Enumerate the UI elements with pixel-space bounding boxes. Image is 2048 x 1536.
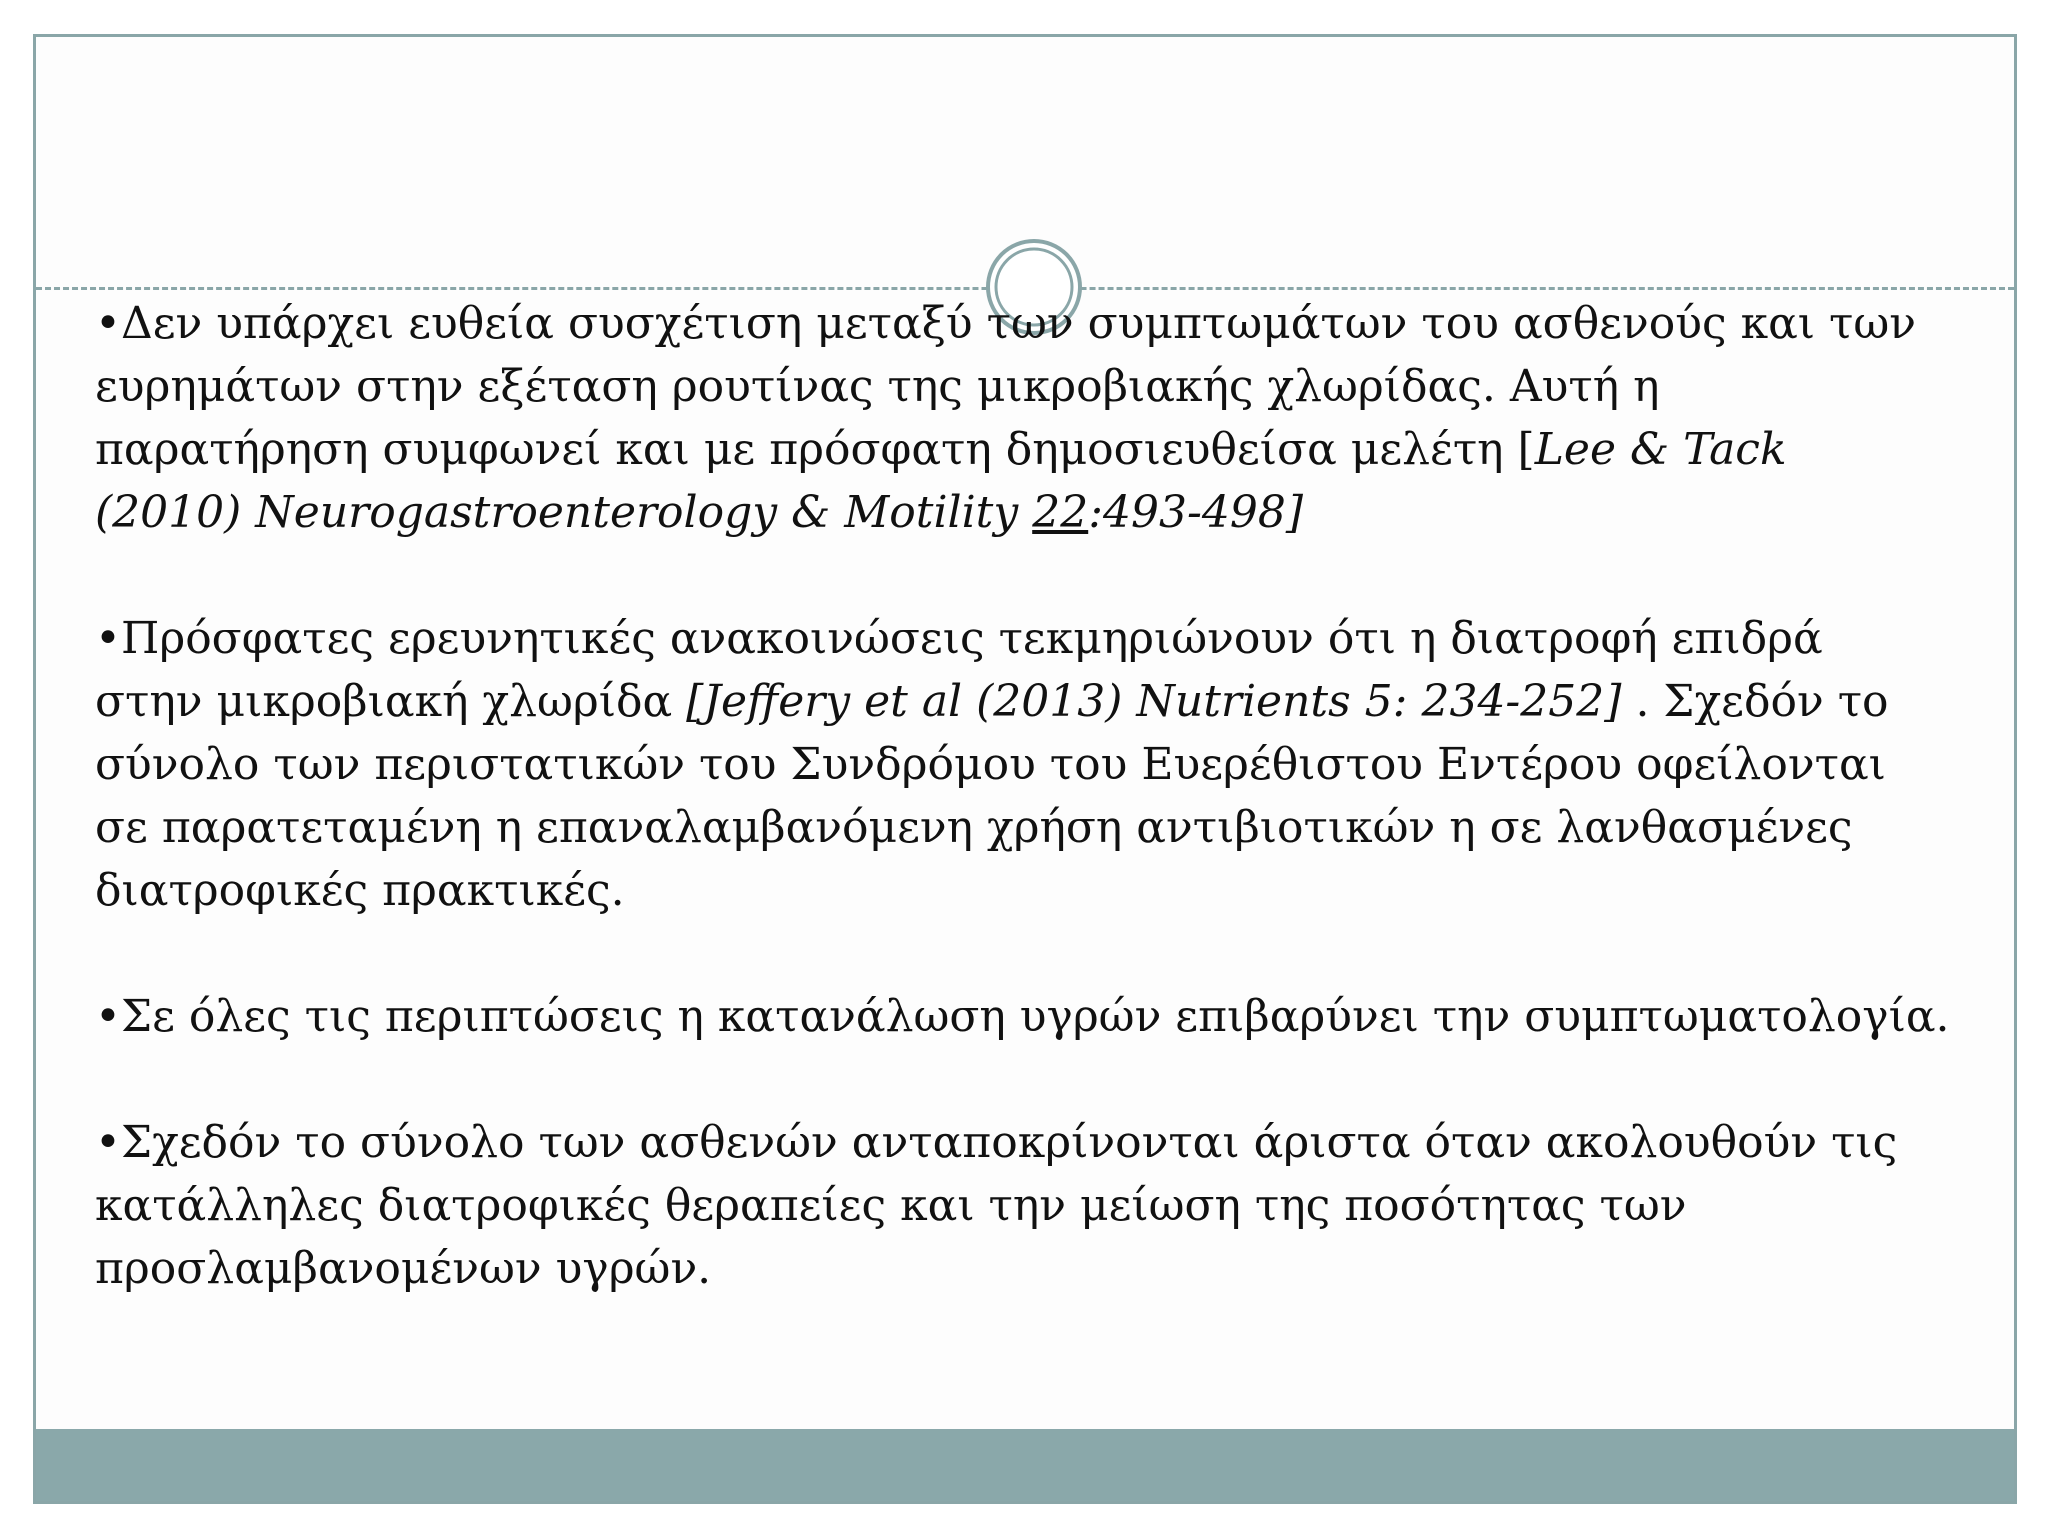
paragraph-1 bbox=[95, 292, 1995, 544]
citation-lee-tack-volume: 22 bbox=[1032, 487, 1089, 538]
citation-lee-tack-pages: :493-498] bbox=[1088, 487, 1304, 538]
paragraph-1-line-1: •Δεν υπάρχει ευθεία συσχέτιση μεταξύ των συμπτωμάτων του ασθενούς και των bbox=[95, 298, 1917, 349]
paragraph-2-line-2-pre: στην μικροβιακή χλωρίδα bbox=[95, 676, 687, 727]
slide bbox=[33, 34, 2017, 1504]
paragraph-4-line-3: προσλαμβανομένων υγρών. bbox=[95, 1243, 712, 1294]
citation-lee-tack-authors: Lee & Tack bbox=[1534, 424, 1787, 475]
footer-band bbox=[36, 1429, 2014, 1501]
paragraph-1-line-2: ευρημάτων στην εξέταση ρουτίνας της μικροβιακής χλωρίδας. Αυτή η bbox=[95, 361, 1660, 412]
paragraph-2-line-3: σύνολο των περιστατικών του Συνδρόμου του Ευερέθιστου Εντέρου οφείλονται bbox=[95, 739, 1886, 790]
paragraph-2-line-5: διατροφικές πρακτικές. bbox=[95, 865, 625, 916]
citation-jeffery: [Jeffery et al (2013) Nutrients 5: 234-252] bbox=[686, 676, 1622, 727]
paragraph-2-line-1: •Πρόσφατες ερευνητικές ανακοινώσεις τεκμηριώνουν ότι η διατροφή επιδρά bbox=[95, 613, 1823, 664]
paragraph-4-line-1: •Σχεδόν το σύνολο των ασθενών ανταποκρίνονται άριστα όταν ακολουθούν τις bbox=[95, 1117, 1898, 1168]
paragraph-2-line-4: σε παρατεταμένη η επαναλαμβανόμενη χρήση αντιβιοτικών η σε λανθασμένες bbox=[95, 802, 1853, 853]
paragraph-1-line-3: παρατήρηση συμφωνεί και με πρόσφατη δημοσιευθείσα μελέτη [ bbox=[95, 424, 1535, 475]
paragraph-2 bbox=[95, 607, 1995, 922]
paragraph-3-line-1: •Σε όλες τις περιπτώσεις η κατανάλωση υγρών επιβαρύνει την συμπτωματολογία. bbox=[95, 991, 1950, 1042]
paragraph-3 bbox=[95, 985, 1995, 1048]
paragraph-4 bbox=[95, 1111, 1995, 1300]
slide-body bbox=[95, 292, 1995, 1300]
citation-lee-tack-journal: (2010) Neurogastroenterology & Motility bbox=[95, 487, 1033, 538]
paragraph-4-line-2: κατάλληλες διατροφικές θεραπείες και την μείωση της ποσότητας των bbox=[95, 1180, 1687, 1231]
paragraph-2-line-2-post: . Σχεδόν το bbox=[1621, 676, 1889, 727]
